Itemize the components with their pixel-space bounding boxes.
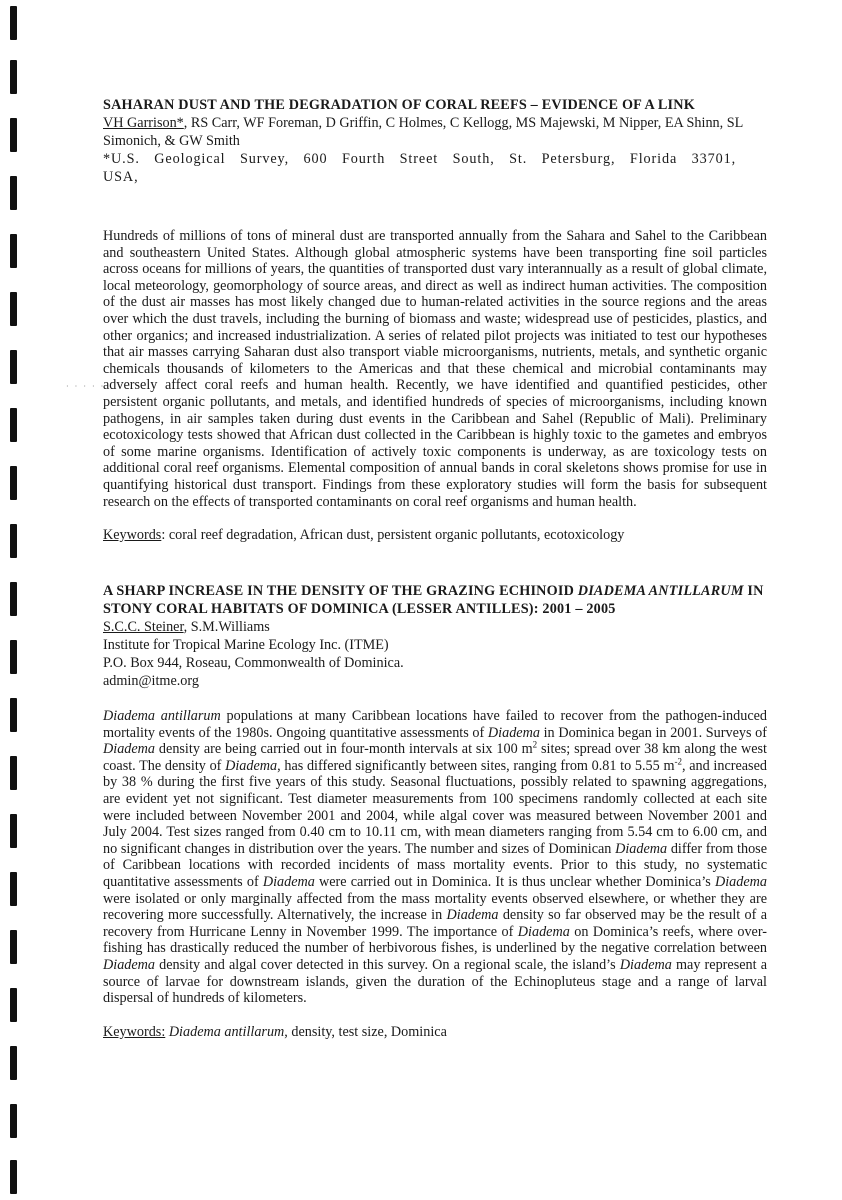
abstract-1-affiliation: *U.S. Geological Survey, 600 Fourth Street South, St. Petersburg, Florida 33701, USA,: [103, 151, 737, 185]
title-part: IN STONY CORAL HABITATS OF DOMINICA (LESSER ANTILLES): 2001 – 2005: [103, 583, 764, 618]
abstract-2-authors: [103, 618, 767, 636]
abstract-2: [103, 582, 767, 1041]
abstract-2-email: admin@itme.org: [103, 673, 199, 690]
keywords-list: : coral reef degradation, African dust, persistent organic pollutants, ecotoxicology: [161, 527, 625, 544]
abstract-1-keywords: [103, 526, 767, 544]
abstract-2-paragraph: Diadema antillarum populations at many Caribbean locations have failed to recover from the pathogen-induced mortality events of the 1980s. Ongoing quantitative assessments of Diadema in Dominica began in 2001. Surveys of Diadema density are being carried out in four-month intervals at six 100 $m^2$ sites; spread over 38 km along the west coast. The density of Diadema, has differed significantly between sites, ranging from 0.81 to 5.55 $m^{-2}$, and increased by 38 % during the first five years of this study. Seasonal fluctuations, possibly related to spawning aggregations, are evident yet not significant. Test diameter measurements from 100 specimens randomly collected at each site were included between November 2001 and 2004, while algal cover was measured between November 2001 and July 2004. Test sizes ranged from 0.40 cm to 10.11 cm, with mean diameters ranging from 5.54 cm to 6.00 cm, and no significant changes in distribution over the years. The number and sizes of Dominican Diadema differ from those of Caribbean locations with recorded incidents of mass mortality events. Prior to this study, no systematic quantitative assessments of Diadema were carried out in Dominica. It is thus unclear whether Dominica’s Diadema were isolated or only marginally affected from the mass mortality events observed elsewhere, or whether they are recovering more successfully. Alternatively, the increase in Diadema density so far observed may be the result of a recovery from Hurricane Lenny in November 1999. The importance of Diadema on Dominica’s reefs, where over-fishing has drastically reduced the number of herbivorous fishes, is underlined by the negative correlation between Diadema density and algal cover detected in this survey. On a regional scale, the island’s Diadema may represent a source of larvae for downstream islands, given the duration of the Echinopluteus stage and a range of larval dispersal of hundreds of kilometers.: [103, 708, 768, 1007]
stray-marks: · · · · ·: [66, 382, 106, 391]
abstract-2-address: P.O. Box 944, Roseau, Commonwealth of Dominica.: [103, 655, 404, 672]
keywords-label: Keywords: [103, 527, 162, 544]
abstract-1-paragraph: Hundreds of millions of tons of mineral dust are transported annually from the Sahara and Sahel to the Caribbean and southeastern United States. Although global atmospheric systems have been transporting fine soil particles across oceans for millions of years, the quantities of transported dust vary interannually as a result of global climate, local meteorology, geomorphology of source areas, and direct as well as indirect human activities. The composition of the dust air masses has most likely changed due to human-related activities in the source regions and the areas over which the dust travels, including the burning of biomass and waste; widespread use of pesticides, plastics, and other organics; and increased industrialization. A series of related pilot projects was initiated to test our hypotheses that air masses carrying Saharan dust also transport viable microorganisms, nutrients, metals, and synthetic organic chemicals thousands of kilometers to the Americas and that these chemical and microbial contaminants may adversely affect coral reefs and human health. Recently, we have identified and quantified pesticides, other persistent organic pollutants, and metals, and identified hundreds of species of microorganisms, including known pathogens, in air samples taken during dust events in the Caribbean and Sahel (Republic of Mali). Preliminary ecotoxicology tests showed that African dust collected in the Caribbean is highly toxic to the gametes and embryos of some marine organisms. Identification of actively toxic components is underway, as are toxicology tests on additional coral reef organisms. Elemental composition of annual bands in coral skeletons shows promise for use in quantifying historical dust transport. Findings from these exploratory studies will form the basis for subsequent research on the effects of transported contaminants on coral reef organisms and human health.: [103, 228, 767, 510]
keywords-list: , density, test size, Dominica: [284, 1023, 447, 1040]
title-species: DIADEMA ANTILLARUM: [577, 583, 744, 600]
abstract-1-body: [103, 228, 767, 510]
abstract-2-body: [103, 708, 767, 1007]
abstract-1: [103, 96, 767, 544]
co-authors: , RS Carr, WF Foreman, D Griffin, C Holmes, C Kellogg, MS Majewski, M Nipper, EA Shinn, SL Simonich, & GW Smith: [103, 115, 743, 149]
keyword-species: Diadema antillarum: [168, 1023, 285, 1040]
co-authors: , S.M.Williams: [183, 619, 270, 636]
presenting-author: VH Garrison*: [103, 115, 184, 131]
abstract-2-title: [103, 582, 767, 618]
abstract-1-title: SAHARAN DUST AND THE DEGRADATION OF CORAL REEFS – EVIDENCE OF A LINK: [103, 97, 695, 113]
binding-holes: [10, 0, 18, 1200]
keywords-label: Keywords:: [103, 1023, 166, 1040]
page-content: [103, 96, 767, 1041]
abstract-2-institute: Institute for Tropical Marine Ecology Inc. (ITME): [103, 637, 389, 654]
presenting-author: S.C.C. Steiner: [103, 619, 184, 636]
abstract-2-keywords: [103, 1023, 767, 1041]
abstract-1-authors: [103, 114, 767, 150]
title-part: A SHARP INCREASE IN THE DENSITY OF THE GRAZING ECHINOID: [103, 583, 578, 600]
